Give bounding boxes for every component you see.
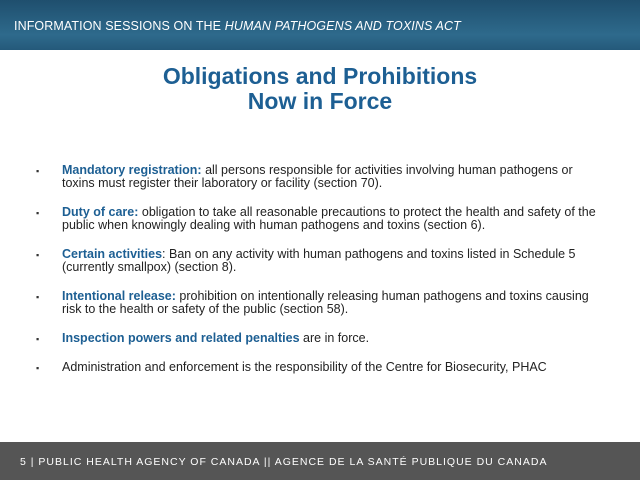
header-text [14, 19, 461, 33]
page-number: 5 [20, 456, 27, 468]
bullet-icon: ▪ [36, 208, 40, 218]
footer-agency-fr: AGENCE DE LA SANTÉ PUBLIQUE DU CANADA [274, 456, 548, 468]
bullet-item [36, 290, 606, 316]
footer-bar [0, 442, 640, 480]
bullet-item [36, 248, 606, 274]
bullet-item [36, 332, 606, 345]
slide-title-line2: Now in Force [247, 88, 393, 114]
bullet-item [36, 164, 606, 190]
bullet-lead: Intentional release: [62, 289, 176, 303]
bullet-item [36, 361, 606, 374]
bullet-icon: ▪ [36, 250, 40, 260]
bullet-lead: Certain activities [62, 247, 163, 261]
footer-text [20, 456, 547, 468]
bullet-icon: ▪ [36, 292, 40, 302]
bullet-icon: ▪ [36, 363, 40, 373]
bullet-item [36, 206, 606, 232]
bullet-icon: ▪ [36, 166, 40, 176]
bullet-text: prohibition on intentionally releasing human pathogens and toxins causing risk to the health or safety of the public (section 58). [62, 289, 589, 316]
slide-title [0, 64, 640, 114]
footer-separator: || [260, 456, 275, 468]
bullet-list [36, 164, 606, 390]
footer-separator: | [26, 456, 39, 468]
bullet-text: obligation to take all reasonable precautions to protect the health and safety of the public when knowingly dealing with human pathogens and toxins (section 6). [62, 205, 596, 232]
header-act-name: HUMAN PATHOGENS AND TOXINS ACT [224, 19, 461, 33]
bullet-lead: Duty of care: [62, 205, 139, 219]
bullet-text: Administration and enforcement is the responsibility of the Centre for Biosecurity, PHAC [62, 360, 547, 374]
bullet-text: all persons responsible for activities involving human pathogens or toxins must register their laboratory or facility (section 70). [62, 163, 573, 190]
footer-agency-en: PUBLIC HEALTH AGENCY OF CANADA [38, 456, 260, 468]
bullet-lead: Mandatory registration: [62, 163, 202, 177]
bullet-text: : Ban on any activity with human pathogens and toxins listed in Schedule 5 (currently smallpox) (section 8). [62, 247, 576, 274]
bullet-text: are in force. [299, 331, 370, 345]
bullet-lead: Inspection powers and related penalties [62, 331, 300, 345]
bullet-icon: ▪ [36, 334, 40, 344]
header-banner [0, 0, 640, 50]
slide-title-line1: Obligations and Prohibitions [162, 63, 478, 89]
header-prefix: INFORMATION SESSIONS ON THE [14, 19, 225, 33]
